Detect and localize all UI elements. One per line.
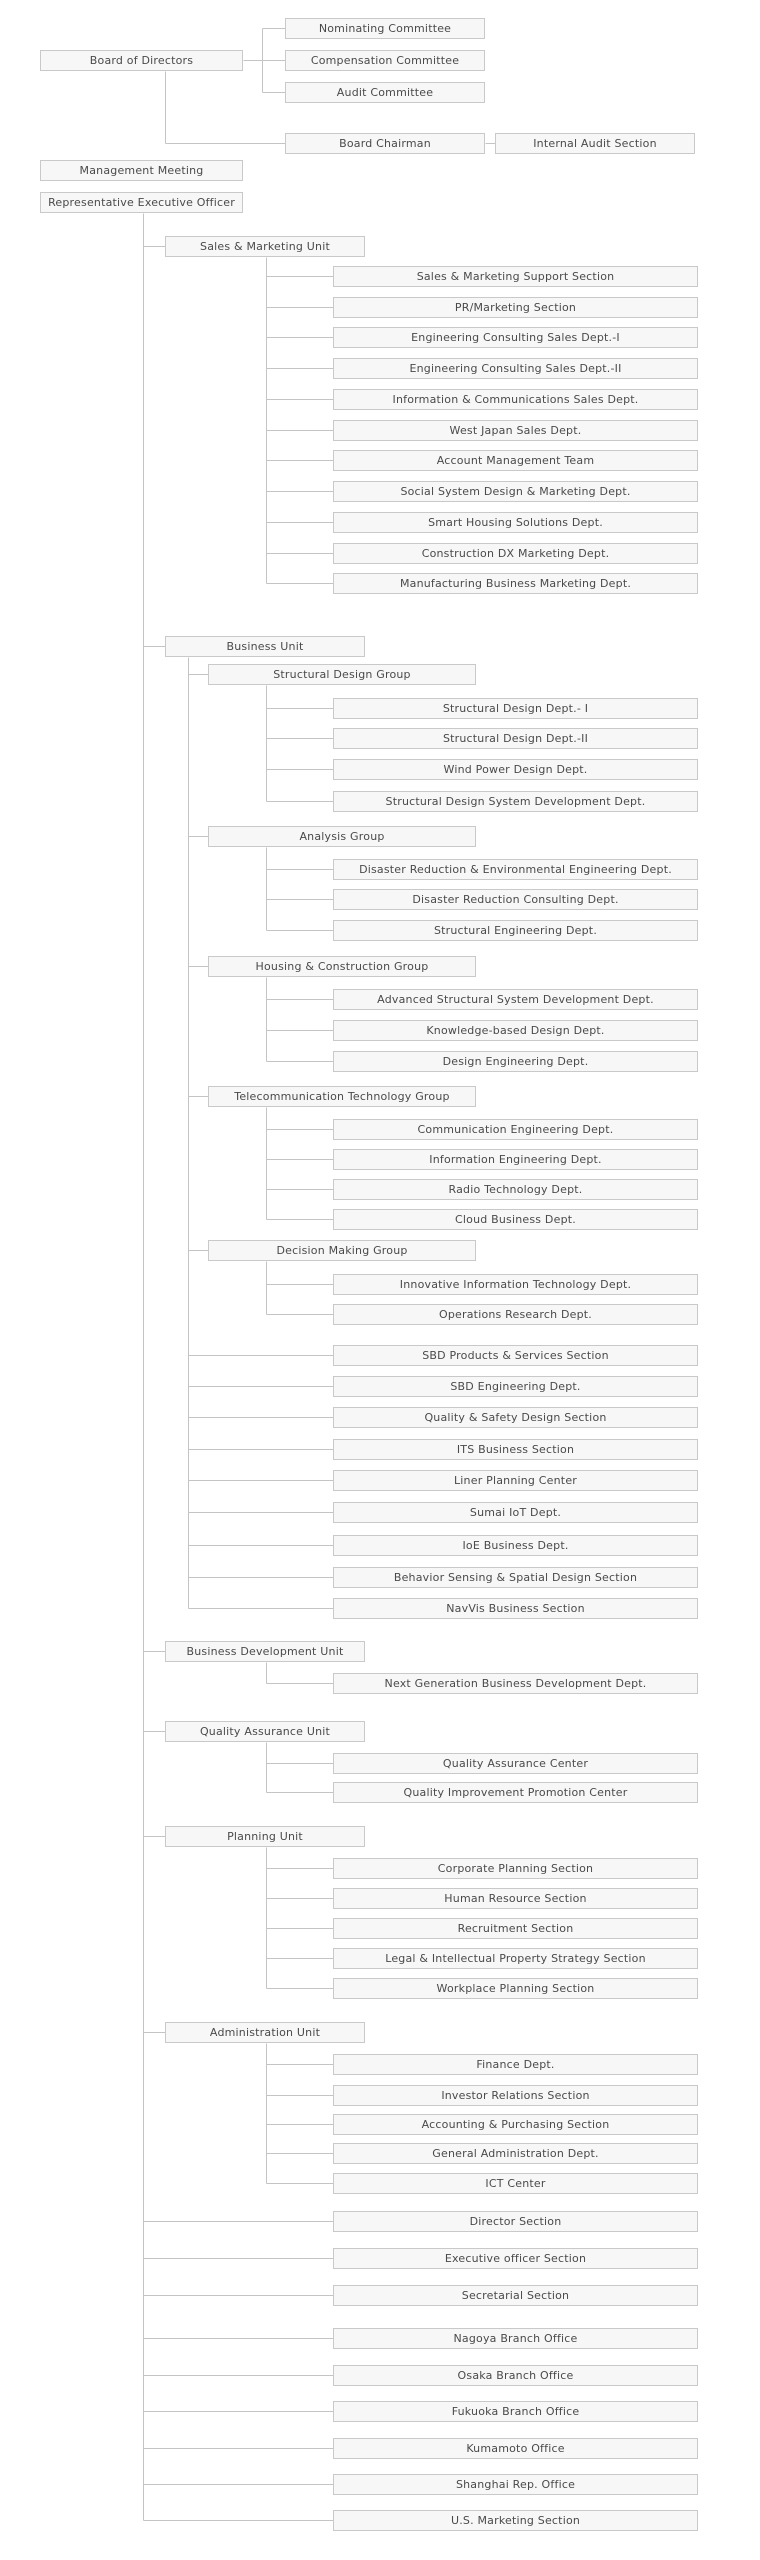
dept-behavior-sensing-spatial-design-section: Behavior Sensing & Spatial Design Section: [333, 1567, 698, 1588]
unit-business-development-unit: Business Development Unit: [165, 1641, 365, 1662]
dept-operations-research-dept: Operations Research Dept.: [333, 1304, 698, 1325]
dept-west-japan-sales-dept: West Japan Sales Dept.: [333, 420, 698, 441]
dept-disaster-reduction-environmental-engineering-dept: Disaster Reduction & Environmental Engineering Dept.: [333, 859, 698, 880]
dept-investor-relations-section: Investor Relations Section: [333, 2085, 698, 2106]
dept-structural-design-dept-i: Structural Design Dept.- I: [333, 698, 698, 719]
chairman-board-chairman: Board Chairman: [285, 133, 485, 154]
dept-construction-dx-marketing-dept: Construction DX Marketing Dept.: [333, 543, 698, 564]
section-shanghai-rep-office: Shanghai Rep. Office: [333, 2474, 698, 2495]
meeting-management-meeting: Management Meeting: [40, 160, 243, 181]
dept-social-system-design-marketing-dept: Social System Design & Marketing Dept.: [333, 481, 698, 502]
unit-planning-unit: Planning Unit: [165, 1826, 365, 1847]
dept-manufacturing-business-marketing-dept: Manufacturing Business Marketing Dept.: [333, 573, 698, 594]
group-structural-design-group: Structural Design Group: [208, 664, 476, 685]
section-secretarial-section: Secretarial Section: [333, 2285, 698, 2306]
unit-administration-unit: Administration Unit: [165, 2022, 365, 2043]
dept-quality-safety-design-section: Quality & Safety Design Section: [333, 1407, 698, 1428]
section-kumamoto-office: Kumamoto Office: [333, 2438, 698, 2459]
section-nagoya-branch-office: Nagoya Branch Office: [333, 2328, 698, 2349]
dept-pr-marketing-section: PR/Marketing Section: [333, 297, 698, 318]
committee-audit-committee: Audit Committee: [285, 82, 485, 103]
section-executive-officer-section: Executive officer Section: [333, 2248, 698, 2269]
section-osaka-branch-office: Osaka Branch Office: [333, 2365, 698, 2386]
dept-disaster-reduction-consulting-dept: Disaster Reduction Consulting Dept.: [333, 889, 698, 910]
dept-information-engineering-dept: Information Engineering Dept.: [333, 1149, 698, 1170]
committee-nominating-committee: Nominating Committee: [285, 18, 485, 39]
dept-accounting-purchasing-section: Accounting & Purchasing Section: [333, 2114, 698, 2135]
group-decision-making-group: Decision Making Group: [208, 1240, 476, 1261]
dept-its-business-section: ITS Business Section: [333, 1439, 698, 1460]
dept-engineering-consulting-sales-dept-i: Engineering Consulting Sales Dept.-I: [333, 327, 698, 348]
dept-design-engineering-dept: Design Engineering Dept.: [333, 1051, 698, 1072]
dept-structural-engineering-dept: Structural Engineering Dept.: [333, 920, 698, 941]
dept-structural-design-system-development-dept: Structural Design System Development Dept.: [333, 791, 698, 812]
unit-business-unit: Business Unit: [165, 636, 365, 657]
dept-wind-power-design-dept: Wind Power Design Dept.: [333, 759, 698, 780]
dept-liner-planning-center: Liner Planning Center: [333, 1470, 698, 1491]
dept-corporate-planning-section: Corporate Planning Section: [333, 1858, 698, 1879]
dept-sbd-engineering-dept: SBD Engineering Dept.: [333, 1376, 698, 1397]
dept-navvis-business-section: NavVis Business Section: [333, 1598, 698, 1619]
dept-knowledge-based-design-dept: Knowledge-based Design Dept.: [333, 1020, 698, 1041]
ceo-representative-executive-officer: Representative Executive Officer: [40, 192, 243, 213]
dept-advanced-structural-system-development-dept: Advanced Structural System Development Dept.: [333, 989, 698, 1010]
dept-structural-design-dept-ii: Structural Design Dept.-II: [333, 728, 698, 749]
dept-engineering-consulting-sales-dept-ii: Engineering Consulting Sales Dept.-II: [333, 358, 698, 379]
unit-sales-marketing-unit: Sales & Marketing Unit: [165, 236, 365, 257]
dept-recruitment-section: Recruitment Section: [333, 1918, 698, 1939]
dept-workplace-planning-section: Workplace Planning Section: [333, 1978, 698, 1999]
dept-innovative-information-technology-dept: Innovative Information Technology Dept.: [333, 1274, 698, 1295]
internal-audit-internal-audit-section: Internal Audit Section: [495, 133, 695, 154]
committee-compensation-committee: Compensation Committee: [285, 50, 485, 71]
dept-legal-intellectual-property-strategy-section: Legal & Intellectual Property Strategy Section: [333, 1948, 698, 1969]
dept-ict-center: ICT Center: [333, 2173, 698, 2194]
section-director-section: Director Section: [333, 2211, 698, 2232]
dept-radio-technology-dept: Radio Technology Dept.: [333, 1179, 698, 1200]
group-analysis-group: Analysis Group: [208, 826, 476, 847]
dept-sbd-products-services-section: SBD Products & Services Section: [333, 1345, 698, 1366]
group-housing-construction-group: Housing & Construction Group: [208, 956, 476, 977]
dept-quality-assurance-center: Quality Assurance Center: [333, 1753, 698, 1774]
board-board-of-directors: Board of Directors: [40, 50, 243, 71]
dept-communication-engineering-dept: Communication Engineering Dept.: [333, 1119, 698, 1140]
section-u-s-marketing-section: U.S. Marketing Section: [333, 2510, 698, 2531]
dept-information-communications-sales-dept: Information & Communications Sales Dept.: [333, 389, 698, 410]
dept-smart-housing-solutions-dept: Smart Housing Solutions Dept.: [333, 512, 698, 533]
dept-finance-dept: Finance Dept.: [333, 2054, 698, 2075]
dept-next-generation-business-development-dept: Next Generation Business Development Dept.: [333, 1673, 698, 1694]
group-telecommunication-technology-group: Telecommunication Technology Group: [208, 1086, 476, 1107]
dept-general-administration-dept: General Administration Dept.: [333, 2143, 698, 2164]
dept-sales-marketing-support-section: Sales & Marketing Support Section: [333, 266, 698, 287]
dept-ioe-business-dept: IoE Business Dept.: [333, 1535, 698, 1556]
dept-account-management-team: Account Management Team: [333, 450, 698, 471]
dept-quality-improvement-promotion-center: Quality Improvement Promotion Center: [333, 1782, 698, 1803]
dept-sumai-iot-dept: Sumai IoT Dept.: [333, 1502, 698, 1523]
dept-cloud-business-dept: Cloud Business Dept.: [333, 1209, 698, 1230]
unit-quality-assurance-unit: Quality Assurance Unit: [165, 1721, 365, 1742]
section-fukuoka-branch-office: Fukuoka Branch Office: [333, 2401, 698, 2422]
dept-human-resource-section: Human Resource Section: [333, 1888, 698, 1909]
